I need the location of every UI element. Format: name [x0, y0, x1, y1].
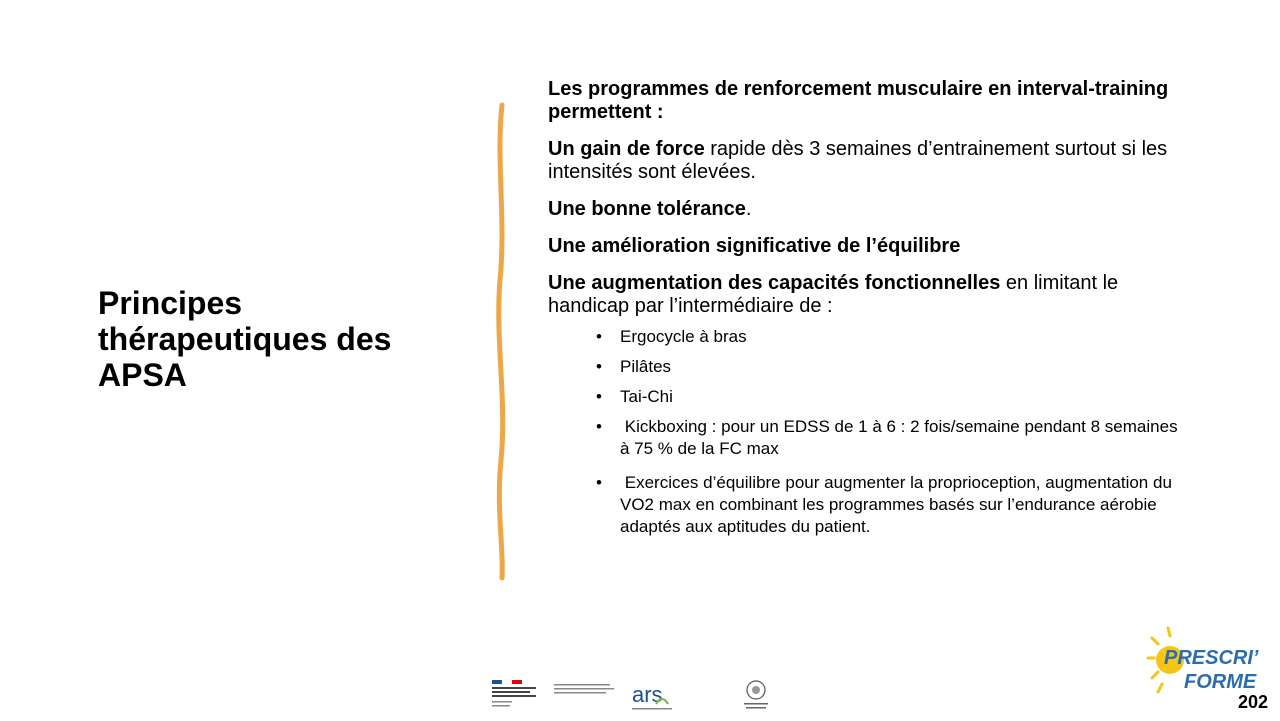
ars-logo: [632, 682, 672, 710]
point-item: Une bonne tolérance.: [548, 198, 752, 220]
bullet-item: • Ergocycle à bras: [596, 326, 1188, 348]
bullet-item: • Exercices d’équilibre pour augmenter la proprioception, augmentation du VO2 max en combinant les programmes basés sur l’endurance aérobie adaptés aux aptitudes du patient.: [596, 472, 1188, 538]
slide-body: [548, 78, 1188, 546]
prefet-logo: [492, 680, 614, 707]
point-item: Un gain de force rapide dès 3 semaines d’entrainement surtout si les intensités sont élevées.: [548, 138, 1168, 183]
point-item: Une amélioration significative de l’équilibre: [548, 235, 961, 257]
bullet-item: • Kickboxing : pour un EDSS de 1 à 6 : 2 fois/semaine pendant 8 semaines à 75 % de la FC max: [596, 416, 1188, 460]
vertical-divider: [490, 100, 514, 585]
bullet-item: • Pilâtes: [596, 356, 1188, 378]
intro-text: Les programmes de renforcement musculaire en interval-training permettent :: [548, 78, 1169, 123]
svg-text:ars: ars: [632, 682, 663, 707]
prescri-forme-logo: [1148, 628, 1259, 704]
page-number: 202: [1238, 692, 1269, 712]
slide-title: Principes thérapeutiques des APSA: [98, 285, 392, 393]
partner-logos: [488, 676, 778, 716]
svg-text:FORME: FORME: [1184, 671, 1257, 693]
svg-text:PRESCRI’: PRESCRI’: [1164, 647, 1259, 669]
emblem-logo: [744, 681, 768, 709]
point-item: Une augmentation des capacités fonctionnelles en limitant le handicap par l’intermédiaire de :: [548, 272, 1119, 317]
bullet-list: [548, 326, 1188, 538]
bullet-item: • Tai-Chi: [596, 386, 1188, 408]
